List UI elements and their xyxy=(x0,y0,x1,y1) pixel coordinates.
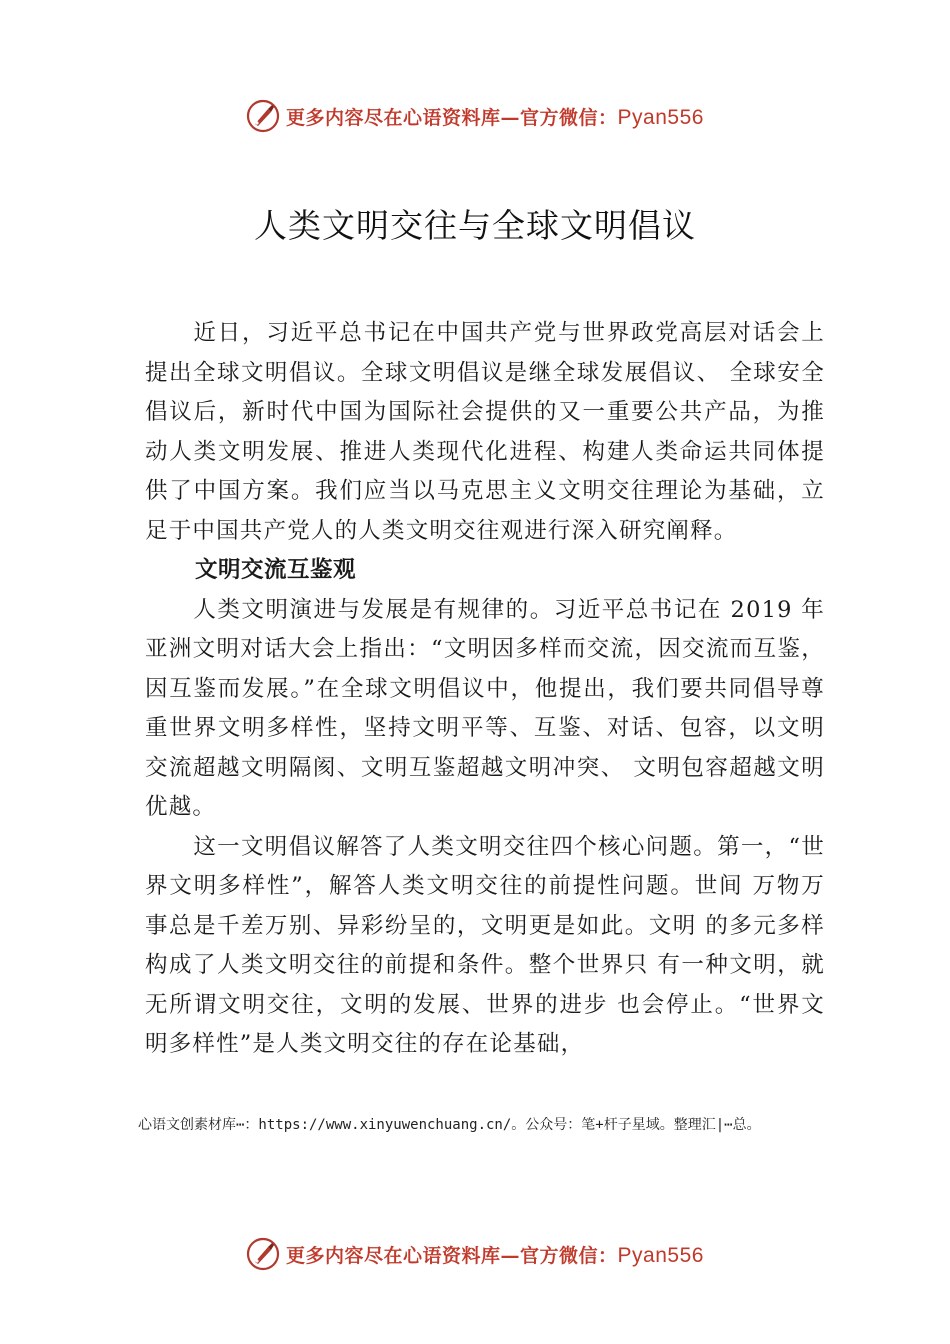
footer-banner xyxy=(0,1234,950,1274)
paragraph-exchange: 人类文明演进与发展是有规律的。习近平总书记在 2019 年亚洲文明对话大会上指出：“文明因多样而交流，因交流而互鉴，因互鉴而发展。”在全球文明倡议中，他提出，我们要共同倡导尊重世界文明多样性，坚持文明平等、互鉴、对话、包容，以文明交流超越文明隔阂、文明互鉴超越文明冲突、 文明包容超越文明优越。 xyxy=(145,596,825,820)
wechat-id: Pyan556 xyxy=(617,1243,704,1267)
document-title: 人类文明交往与全球文明倡议 xyxy=(254,206,696,245)
document-body xyxy=(145,314,825,1065)
paragraph-intro: 近日，习近平总书记在中国共产党与世界政党高层对话会上提出全球文明倡议。全球文明倡议是继全球发展倡议、 全球安全倡议后，新时代中国为国际社会提供的又一重要公共产品，为推动人类文明发展、推进人类现代化进程、构建人类命运共同体提供了中国方案。我们应当以马克思主义文明交往理论为基础，立足于中国共产党人的人类文明交往观进行深入研究阐释。 xyxy=(145,320,825,544)
paragraph-core-questions: 这一文明倡议解答了人类文明交往四个核心问题。第一，“世界文明多样性”，解答人类文明交往的前提性问题。世间 万物万事总是千差万别、异彩纷呈的，文明更是如此。文明 的多元多样构成了人类文明交往的前提和条件。整个世界只 有一种文明，就无所谓文明交往，文明的发展、世界的进步 也会停止。“世界文明多样性”是人类文明交往的存在论基础， xyxy=(145,833,825,1057)
banner-text: 更多内容尽在心语资料库—官方微信：Pyan556 xyxy=(286,105,704,129)
header-banner xyxy=(0,96,950,136)
fountain-pen-logo-icon xyxy=(246,1237,280,1271)
wechat-id: Pyan556 xyxy=(617,105,704,129)
banner-text: 更多内容尽在心语资料库—官方微信：Pyan556 xyxy=(286,1243,704,1267)
fountain-pen-logo-icon xyxy=(246,99,280,133)
source-footnote: 心语文创素材库⋯：https://www.xinyuwenchuang.cn/。公众号：笔+杆子星域。整理汇|⋯总。 xyxy=(138,1117,761,1133)
section-heading: 文明交流互鉴观 xyxy=(195,557,357,583)
